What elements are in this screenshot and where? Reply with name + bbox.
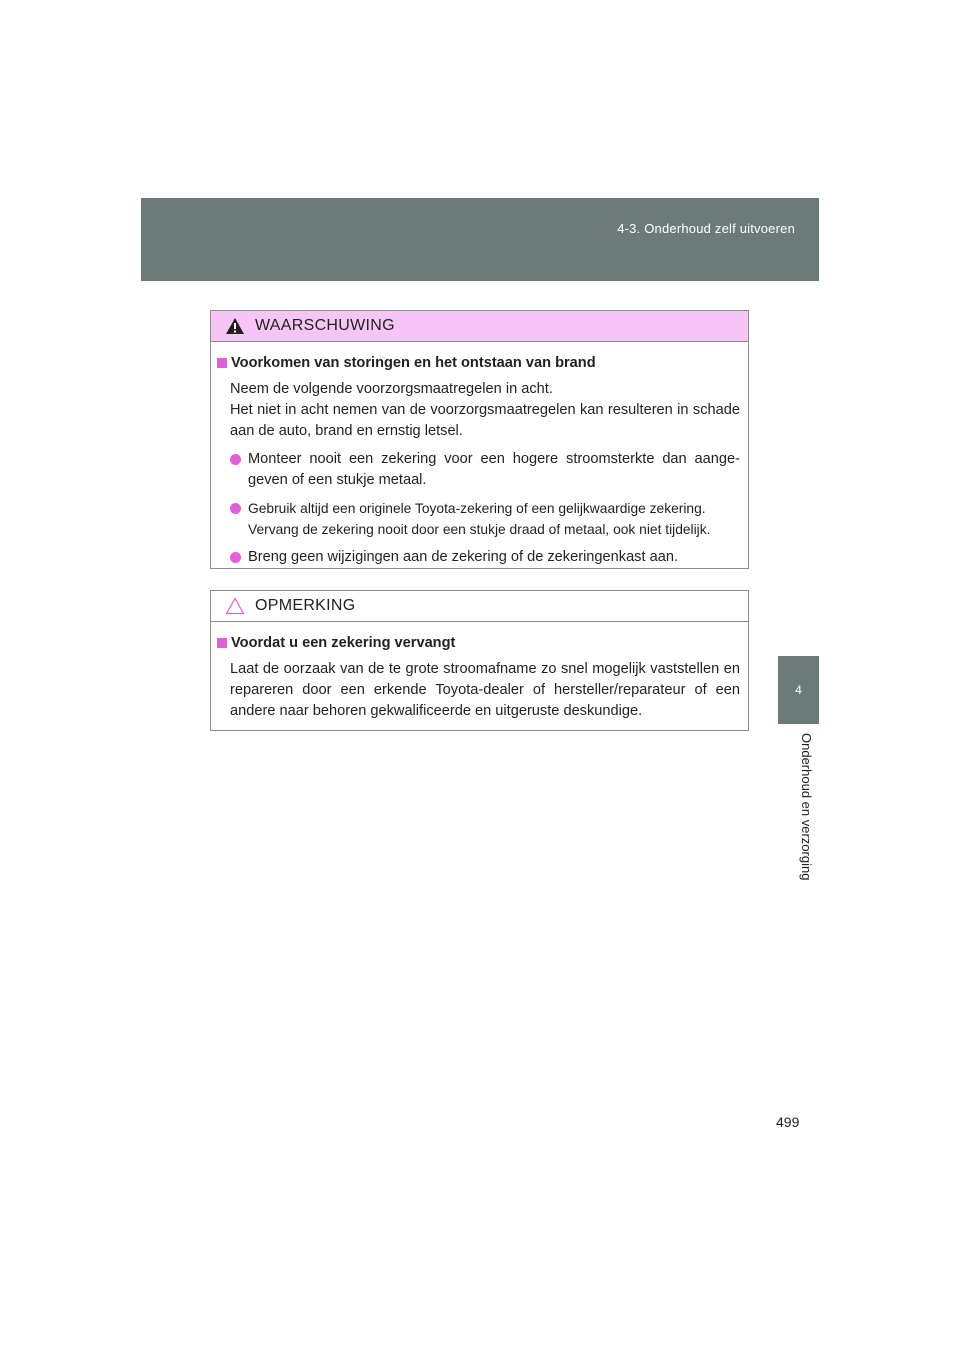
circle-bullet-icon <box>230 454 241 465</box>
chapter-title: 4-3. Onderhoud zelf uitvoeren <box>617 221 795 236</box>
notice-header <box>211 591 748 622</box>
notice-title: OPMERKING <box>255 597 356 614</box>
list-item-text: Gebruik altijd een originele Toyota-zekering of een gelijkwaardige zekering. Vervang de zekering nooit door een stukje draad of metaal, ook niet tijdelijk. <box>248 501 711 537</box>
chapter-tab-label: Onderhoud en verzorging <box>799 733 814 881</box>
warning-heading <box>217 353 740 374</box>
list-item-text: Breng geen wijzigingen aan de zekering of de zekeringenkast aan. <box>248 549 678 565</box>
notice-body <box>211 622 748 722</box>
caution-triangle-icon <box>225 597 245 615</box>
chapter-header-bar <box>141 198 819 281</box>
warning-title: WAARSCHUWING <box>255 317 395 334</box>
warning-intro-1: Neem de volgende voorzorgsmaatregelen in acht. <box>230 381 553 397</box>
notice-heading-text: Voordat u een zekering vervangt <box>231 635 456 651</box>
circle-bullet-icon <box>230 552 241 563</box>
list-item <box>217 498 740 540</box>
list-item-text: Monteer nooit een zekering voor een hogere stroomsterkte dan aange-geven of een stukje metaal. <box>248 451 740 488</box>
warning-header <box>211 311 748 342</box>
square-bullet-icon <box>217 358 227 368</box>
square-bullet-icon <box>217 638 227 648</box>
warning-heading-text: Voorkomen van storingen en het ontstaan van brand <box>231 355 596 371</box>
list-item <box>217 547 740 568</box>
notice-box <box>210 590 749 731</box>
warning-triangle-icon <box>225 317 245 335</box>
warning-body <box>211 342 748 568</box>
warning-intro-2: Het niet in acht nemen van de voorzorgsmaatregelen kan resulteren in schade aan de auto, brand en ernstig letsel. <box>230 402 740 439</box>
circle-bullet-icon <box>230 503 241 514</box>
warning-box <box>210 310 749 569</box>
list-item <box>217 449 740 491</box>
page-number: 499 <box>776 1114 800 1130</box>
notice-heading <box>217 633 740 654</box>
chapter-tab-number: 4 <box>778 656 819 724</box>
notice-text: Laat de oorzaak van de te grote stroomafname zo snel mogelijk vaststellen en repareren door een erkende Toyota-dealer of hersteller/reparateur of een andere naar behoren gekwalificeerde en uitgeruste deskundige. <box>230 661 740 719</box>
